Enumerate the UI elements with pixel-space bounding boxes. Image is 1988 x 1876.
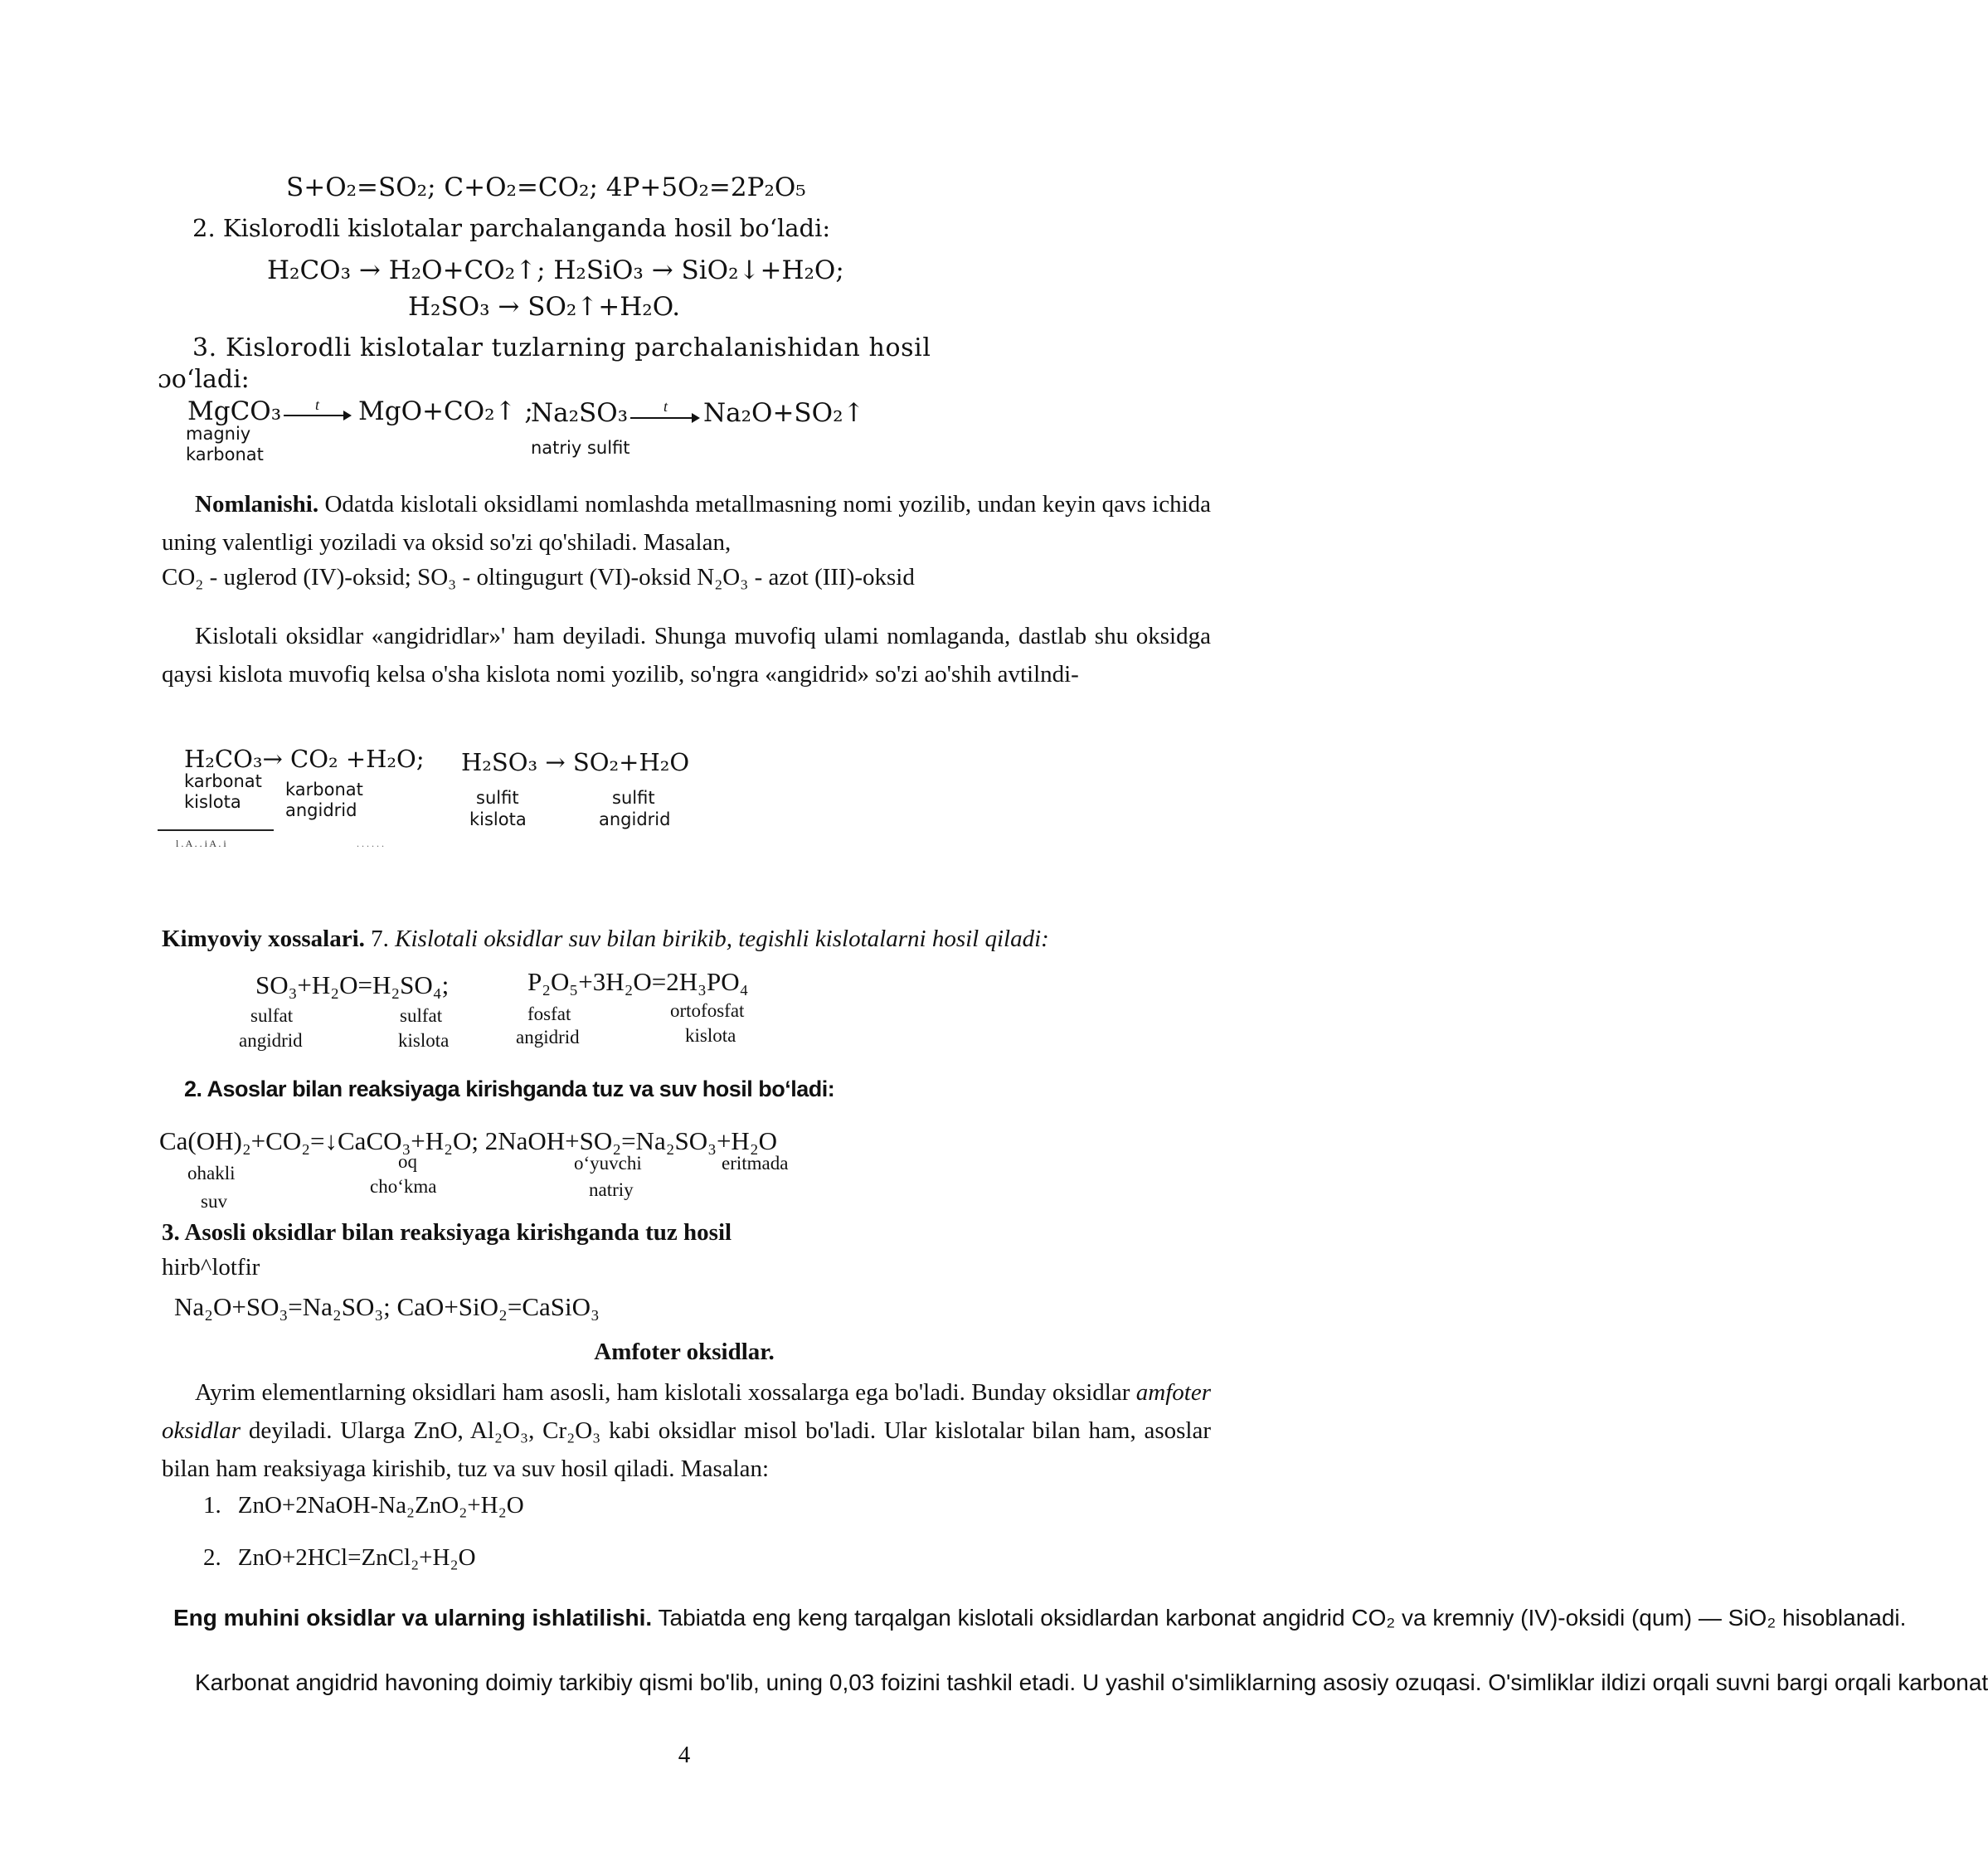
label-oq: oq	[398, 1151, 417, 1172]
anhydride-text: Kislotali oksidlar «angidridlar»' ham deyiladi. Shunga muvofiq ulami nomlaganda, dastlab shu oksidga qaysi kislota muvofiq kelsa o'sha kislota nomi yozilib, so'ngra «angidrid» so'zi ao'shih avtilndi-	[162, 623, 1211, 688]
eq1-l2a: sulfat	[400, 1005, 443, 1026]
list-number: 1.	[203, 1492, 221, 1519]
item2-bases-heading: 2. Asoslar bilan reaksiyaga kirishganda tuz va suv hosil bo‘ladi:	[184, 1077, 835, 1101]
amphoteric-heading: Amfoter oksidlar.	[594, 1339, 775, 1365]
eq1-label-a2: kislota	[184, 792, 241, 812]
p2o5-equation: P₂O₅+3H₂O=2H₃PO₄	[527, 967, 749, 996]
naming-heading: Nomlanishi.	[195, 491, 319, 518]
eq2-label-b1: sulfit	[612, 788, 655, 808]
eq1-label-a1: karbonat	[184, 771, 262, 791]
eq1-label-b1: karbonat	[285, 780, 363, 799]
label-natriy: natriy	[589, 1179, 634, 1200]
na2so3-formula: Na₂SO₃	[531, 398, 629, 428]
reaction-arrow-2	[630, 417, 698, 419]
label-eritmada: eritmada	[722, 1153, 789, 1174]
label-suv: suv	[201, 1191, 227, 1212]
item3-heading: 3. Kislorodli kislotalar tuzlarning parchalanishidan hosil	[192, 333, 931, 362]
amphoteric-term: amfoter oksidlar	[162, 1379, 1211, 1444]
usage-text-2: Karbonat angidrid havoning doimiy tarkibiy qismi bo'lib, uning 0,03 foizini tashkil etadi. U yashil o'simliklarning asosiy ozuqasi. O'simliklar ildizi orqali suvni bargi orqali karbonat	[195, 1669, 1988, 1695]
arrow-t-label-1: t	[315, 396, 320, 413]
item3-cont: hirb^lotfir	[162, 1254, 260, 1281]
item2-heading: 2. Kislorodli kislotalar parchalanganda hosil bo‘ladi:	[192, 214, 831, 242]
so3-equation: SO₃+H₂O=H₂SO₄;	[255, 970, 450, 999]
list-text: ZnO+2HCl=ZnCl₂+H₂O	[237, 1544, 476, 1571]
item2-equation-1: H₂CO₃ → H₂O+CO₂↑; H₂SiO₃ → SiO₂↓+H₂O;	[267, 255, 844, 285]
eq1-l2b: kislota	[398, 1030, 450, 1051]
item1-number: 7.	[364, 926, 396, 952]
naming-paragraph	[162, 485, 1211, 561]
chem-props-heading: Kimyoviy xossalari.	[162, 926, 365, 952]
page-number: 4	[678, 1742, 691, 1768]
item3-heading-cont: ɔo‘ladi:	[158, 365, 250, 394]
eq1-l1a: sulfat	[250, 1005, 294, 1026]
eq2-l1a: fosfat	[527, 1004, 571, 1024]
mgco3-formula: MgCO₃	[187, 396, 282, 426]
eq2-l2b: kislota	[685, 1025, 736, 1046]
na2so3-products: Na₂O+SO₂↑	[703, 398, 865, 428]
list-item	[203, 1544, 476, 1572]
list-text: ZnO+2NaOH-Na₂ZnO₂+H₂O	[237, 1492, 524, 1519]
eq2-label-a1: sulfit	[476, 788, 519, 808]
arrow-t-label-2: t	[663, 398, 668, 415]
scan-rule	[158, 829, 274, 831]
chem-props-line	[162, 926, 1049, 953]
mgco3-products: MgO+CO₂↑ ;	[358, 396, 533, 426]
usage-heading: Eng muhini oksidlar va ularning ishlatilishi.	[173, 1605, 653, 1631]
usage-text-1: Tabiatda eng keng tarqalgan kislotali oksidlardan karbonat angidrid CO₂ va kremniy (IV)-oksidi (qum) — SiO₂ hisoblanadi.	[652, 1605, 1907, 1631]
label-ohakli: ohakli	[187, 1163, 236, 1183]
anhydride-eq-2: H₂SO₃ → SO₂+H₂O	[461, 748, 690, 776]
label-chokma: cho‘kma	[370, 1176, 437, 1197]
na2so3-label: natriy sulfit	[531, 438, 630, 458]
list-item	[203, 1492, 524, 1519]
oxide-formation-equations: S+O₂=SO₂; C+O₂=CO₂; 4P+5O₂=2P₂O₅	[286, 173, 806, 202]
eq1-label-b2: angidrid	[285, 800, 357, 820]
scan-fragment-2: . . . . . .	[357, 838, 384, 849]
item2-equation: Ca(OH)₂+CO₂=↓CaCO₃+H₂O; 2NaOH+SO₂=Na₂SO₃+H₂O	[159, 1126, 778, 1155]
naming-text: Odatda kislotali oksidlami nomlashda metallmasning nomi yozilib, undan keyin qavs ichida uning valentligi yoziladi va oksid so'zi qo'shiladi. Masalan,	[162, 491, 1211, 556]
list-number: 2.	[203, 1544, 221, 1571]
reaction-arrow-1	[284, 415, 350, 416]
label-oyuvchi: o‘yuvchi	[574, 1153, 642, 1174]
anhydride-eq-1: H₂CO₃→ CO₂ +H₂O;	[184, 745, 425, 773]
amphoteric-paragraph	[162, 1373, 1211, 1488]
mgco3-label-2: karbonat	[186, 445, 264, 464]
item1-text: Kislotali oksidlar suv bilan birikib, tegishli kislotalarni hosil qiladi:	[395, 926, 1049, 952]
scan-fragment: l . A . . i A . i	[176, 838, 226, 849]
eq2-l2a: ortofosfat	[670, 1000, 745, 1021]
naming-examples: CO₂ - uglerod (IV)-oksid; SO₃ - oltingugurt (VI)-oksid N₂O₃ - azot (III)-oksid	[162, 564, 915, 591]
amphoteric-text-b: deyiladi. Ularga ZnO, Al₂O₃, Cr₂O₃ kabi oksidlar misol bo'ladi. Ular kislotalar bilan ham, asoslar bilan ham reaksiyaga kirishib, tuz va suv hosil qiladi. Masalan:	[162, 1417, 1211, 1482]
eq2-l1b: angidrid	[516, 1027, 580, 1047]
amphoteric-text-a: Ayrim elementlarning oksidlari ham asosli, ham kislotali xossalarga ega bo'ladi. Bunday oksidlar	[195, 1379, 1136, 1406]
usage-paragraph-2	[162, 1667, 1988, 1699]
eq1-l1b: angidrid	[239, 1030, 303, 1051]
item2-equation-2: H₂SO₃ → SO₂↑+H₂O.	[408, 292, 681, 322]
usage-paragraph	[162, 1602, 1907, 1634]
item3-equation: Na₂O+SO₃=Na₂SO₃; CaO+SiO₂=CaSiO₃	[174, 1292, 600, 1321]
mgco3-label-1: magniy	[186, 424, 251, 444]
eq2-label-a2: kislota	[469, 809, 527, 829]
item3-basic-oxides-heading: 3. Asosli oksidlar bilan reaksiyaga kirishganda tuz hosil	[162, 1219, 732, 1246]
eq2-label-b2: angidrid	[599, 809, 671, 829]
anhydride-paragraph	[162, 617, 1211, 693]
